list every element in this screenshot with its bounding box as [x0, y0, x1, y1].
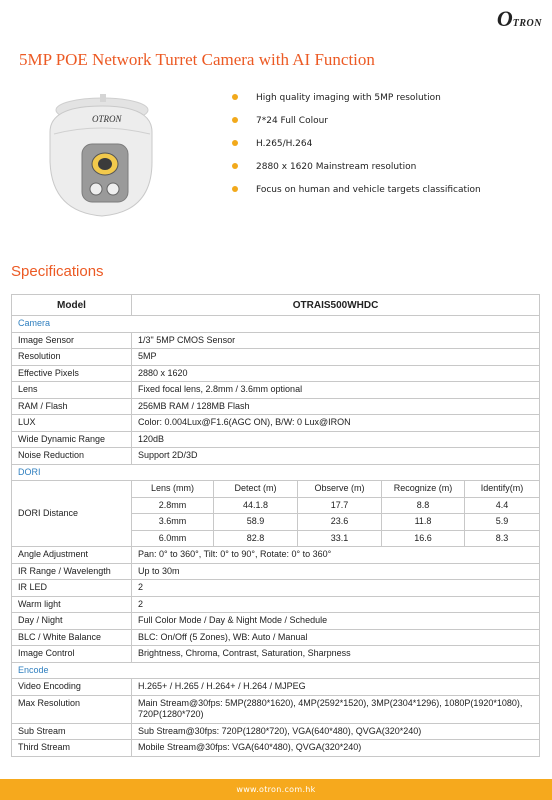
dori-row: 2.8mm 44.1.8 17.7 8.8 4.4 [12, 497, 540, 514]
table-row: Image Control Brightness, Chroma, Contrast, Saturation, Sharpness [12, 646, 540, 663]
page-title: 5MP POE Network Turret Camera with AI Function [19, 50, 375, 69]
dori-header-row: DORI Distance Lens (mm) Detect (m) Observe (m) Recognize (m) Identify(m) [12, 481, 540, 498]
feature-item: Focus on human and vehicle targets classification [230, 183, 481, 206]
table-row: Noise Reduction Support 2D/3D [12, 448, 540, 465]
bullet-icon [232, 94, 238, 100]
dori-row: 6.0mm 82.8 33.1 16.6 8.3 [12, 530, 540, 547]
table-row: Effective Pixels 2880 x 1620 [12, 365, 540, 382]
table-row: Lens Fixed focal lens, 2.8mm / 3.6mm optional [12, 382, 540, 399]
specifications-heading: Specifications [11, 263, 104, 280]
table-row: IR Range / Wavelength Up to 30m [12, 563, 540, 580]
model-label: Model [12, 295, 132, 316]
bullet-icon [232, 117, 238, 123]
dori-label: DORI Distance [12, 481, 132, 547]
table-row: Wide Dynamic Range 120dB [12, 431, 540, 448]
table-row: Angle Adjustment Pan: 0° to 360°, Tilt: 0° to 90°, Rotate: 0° to 360° [12, 547, 540, 564]
table-row: Video Encoding H.265+ / H.265 / H.264+ / H.264 / MJPEG [12, 679, 540, 696]
feature-item: 7*24 Full Colour [230, 114, 481, 137]
table-row: LUX Color: 0.004Lux@F1.6(AGC ON), B/W: 0 Lux@IRON [12, 415, 540, 432]
table-row: IR LED 2 [12, 580, 540, 597]
svg-text:OTRON: OTRON [92, 114, 122, 124]
table-row: RAM / Flash 256MB RAM / 128MB Flash [12, 398, 540, 415]
bullet-icon [232, 163, 238, 169]
table-header-row [12, 295, 540, 316]
footer-url[interactable]: www.otron.com.hk [0, 779, 552, 800]
section-encode: Encode [12, 662, 540, 679]
table-row: Sub Stream Sub Stream@30fps: 720P(1280*720), VGA(640*480), QVGA(320*240) [12, 723, 540, 740]
feature-item: H.265/H.264 [230, 137, 481, 160]
table-row: Image Sensor 1/3" 5MP CMOS Sensor [12, 332, 540, 349]
dori-row: 3.6mm 58.9 23.6 11.8 5.9 [12, 514, 540, 531]
table-row: Day / Night Full Color Mode / Day & Night Mode / Schedule [12, 613, 540, 630]
bullet-icon [232, 186, 238, 192]
table-row: Max Resolution Main Stream@30fps: 5MP(2880*1620), 4MP(2592*1520), 3MP(2304*1296), 1080P(1920*1080), 720P(1280*720) [12, 695, 540, 723]
bullet-icon [232, 140, 238, 146]
spec-table [11, 294, 540, 757]
table-row: Resolution 5MP [12, 349, 540, 366]
feature-item: High quality imaging with 5MP resolution [230, 91, 481, 114]
feature-list [230, 91, 481, 206]
brand-logo: OTRON [496, 6, 542, 31]
feature-item: 2880 x 1620 Mainstream resolution [230, 160, 481, 183]
table-row: Warm light 2 [12, 596, 540, 613]
table-row: BLC / White Balance BLC: On/Off (5 Zones), WB: Auto / Manual [12, 629, 540, 646]
section-dori: DORI [12, 464, 540, 481]
section-camera: Camera [12, 316, 540, 333]
turret-camera-image [40, 92, 158, 220]
model-value: OTRAIS500WHDC [132, 295, 540, 316]
table-row: Third Stream Mobile Stream@30fps: VGA(640*480), QVGA(320*240) [12, 740, 540, 757]
